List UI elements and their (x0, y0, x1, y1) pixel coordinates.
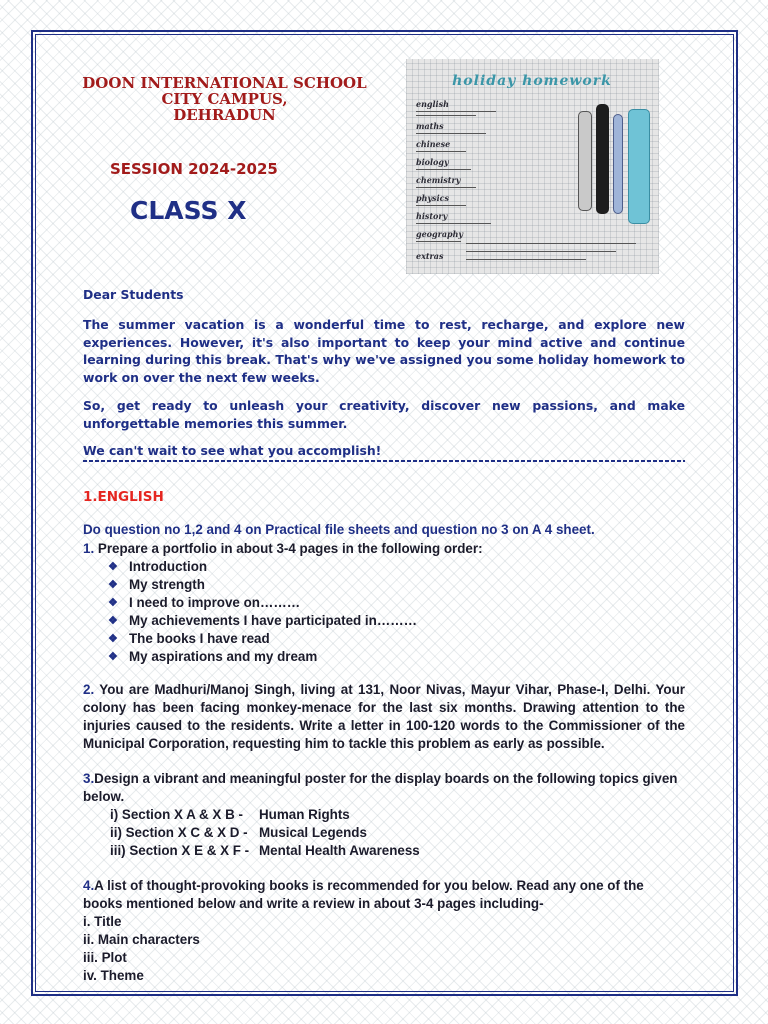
school-name: DOON INTERNATIONAL SCHOOL CITY CAMPUS, DEHRADUN (82, 74, 367, 124)
english-heading: 1.ENGLISH (83, 489, 164, 505)
clear-pen-icon (613, 114, 623, 214)
list-item: i. Title (83, 914, 122, 929)
holiday-homework-photo: holiday homework english maths chinese biology chemistry physics history geography extras (406, 59, 659, 274)
section-divider (83, 460, 685, 462)
bullet-icon: ❖ (108, 597, 118, 609)
intro-closing: We can't wait to see what you accomplish! (83, 443, 382, 458)
class-label: CLASS X (130, 196, 247, 225)
black-pen-icon (596, 104, 609, 214)
list-item: ❖ Introduction (108, 559, 208, 574)
list-item: ii. Main characters (83, 932, 200, 947)
bullet-icon: ❖ (108, 633, 118, 645)
question-3: 3.Design a vibrant and meaningful poster for the display boards on the following topics given below. (83, 771, 678, 804)
table-row: iii) Section X E & X F - Mental Health Awareness (110, 843, 420, 858)
review-items (83, 913, 200, 985)
bullet-icon: ❖ (108, 561, 118, 573)
table-row: i) Section X A & X B - Human Rights (110, 807, 350, 822)
list-item: iv. Theme (83, 968, 144, 983)
list-item: ❖ My achievements I have participated in……… (108, 613, 417, 628)
intro-paragraph-1: The summer vacation is a wonderful time to rest, recharge, and explore new experiences. However, it's also important to keep your mind active and continue learning during this break. That's why we've assigned you some holiday homework to work on over the next few weeks. (83, 317, 685, 385)
intro-paragraph-2: So, get ready to unleash your creativity, discover new passions, and make unforgettable memories this summer. (83, 398, 685, 431)
bullet-icon: ❖ (108, 651, 118, 663)
greeting: Dear Students (83, 287, 184, 302)
marker-pen-icon (578, 111, 592, 211)
list-item: ❖ The books I have read (108, 631, 270, 646)
list-item: iii. Plot (83, 950, 127, 965)
question-1: 1. Prepare a portfolio in about 3-4 pages in the following order: (83, 541, 483, 556)
question-4: 4.A list of thought-provoking books is recommended for you below. Read any one of the books mentioned below and write a review in about 3-4 pages including- (83, 878, 644, 911)
list-item: ❖ My strength (108, 577, 205, 592)
session-label: SESSION 2024-2025 (110, 160, 278, 178)
photo-title: holiday homework (452, 73, 612, 89)
question-2: 2. You are Madhuri/Manoj Singh, living at 131, Noor Nivas, Mayur Vihar, Phase-I, Delhi. Your colony has been facing monkey-menace for the last six months. Drawing attention to the injuries caused to the residents. Write a letter in 100-120 words to the Commissioner of the Municipal Corporation, requesting him to tackle this problem as early as possible. (83, 682, 685, 751)
bullet-icon: ❖ (108, 615, 118, 627)
list-item: ❖ I need to improve on……… (108, 595, 301, 610)
table-row: ii) Section X C & X D - Musical Legends (110, 825, 367, 840)
portfolio-list (108, 558, 417, 666)
bullet-icon: ❖ (108, 579, 118, 591)
english-instruction: Do question no 1,2 and 4 on Practical file sheets and question no 3 on A 4 sheet. (83, 522, 595, 537)
pencil-case-icon (628, 109, 650, 224)
list-item: ❖ My aspirations and my dream (108, 649, 318, 664)
poster-topics (110, 806, 420, 860)
